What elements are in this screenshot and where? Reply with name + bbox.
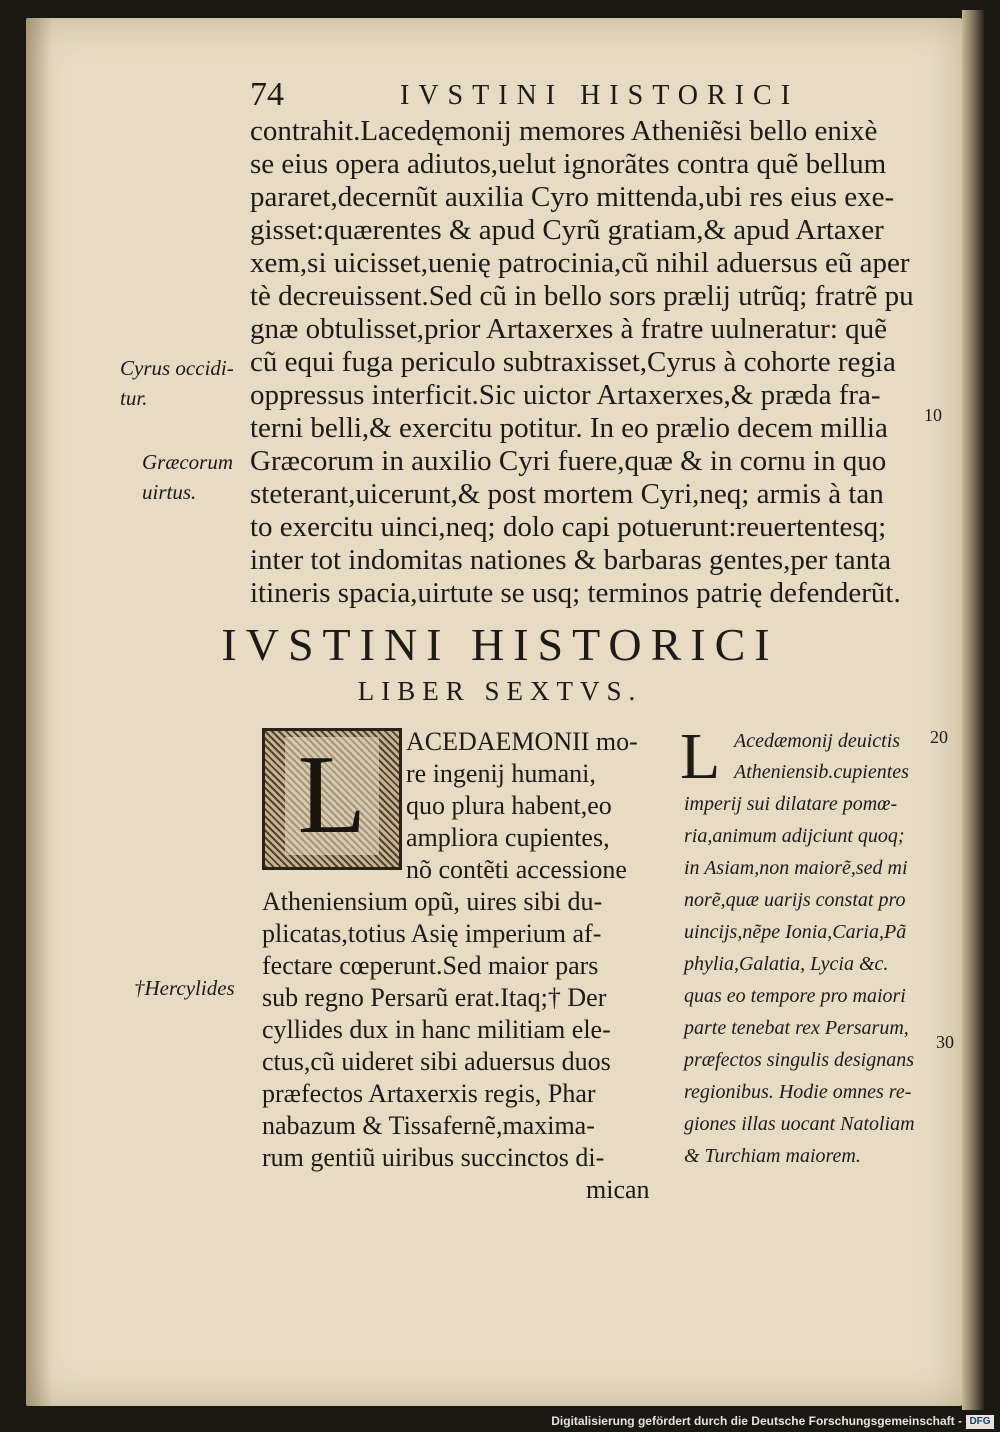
side-note: Græcorum xyxy=(142,450,234,474)
commentary-line: in Asiam,non maiorẽ,sed mi xyxy=(684,857,908,879)
dfg-logo: DFG xyxy=(966,1415,994,1429)
main-column-line: nõ contẽti accessione xyxy=(406,855,627,884)
main-column-line: ctus,cũ uideret sibi aduersus duos xyxy=(262,1047,611,1076)
main-column-line: fectare cœperunt.Sed maior pars xyxy=(262,951,599,980)
main-column-line: sub regno Persarũ erat.Itaq;† Der xyxy=(262,983,607,1012)
body-line: inter tot indomitas nationes & barbaras gentes,per tanta xyxy=(250,544,892,576)
body-line: Græcorum in auxilio Cyri fuere,quæ & in cornu in quo xyxy=(250,445,887,477)
main-column-line: mican xyxy=(586,1175,650,1204)
commentary-initial: L xyxy=(680,720,721,793)
chapter-subtitle: LIBER SEXTVS. xyxy=(357,676,643,706)
side-note: tur. xyxy=(120,386,148,410)
digitization-credit: Digitalisierung gefördert durch die Deutsche Forschungsgemeinschaft - xyxy=(551,1414,962,1428)
initial-letter: L xyxy=(285,737,379,855)
body-line: xem,si uicisset,uenię patrocinia,cũ nihil aduersus eũ aper xyxy=(250,247,910,279)
line-number: 20 xyxy=(930,727,948,747)
page-edge xyxy=(962,10,984,1410)
commentary-line: ria,animum adijciunt quoq; xyxy=(684,825,905,847)
commentary-line: norẽ,quæ uarijs constat pro xyxy=(684,889,906,911)
main-column-line: cyllides dux in hanc militiam ele- xyxy=(262,1015,611,1044)
body-line: to exercitu uinci,neq; dolo capi potuerunt:reuertentesq; xyxy=(250,511,887,543)
main-column-line: nabazum & Tissafernẽ,maxima- xyxy=(262,1111,595,1140)
line-number: 30 xyxy=(936,1032,954,1052)
decorated-initial xyxy=(262,728,402,870)
main-column-line: Atheniensium opũ, uires sibi du- xyxy=(262,887,603,916)
commentary-line: uincijs,nẽpe Ionia,Caria,Pã xyxy=(684,921,907,943)
commentary-line: phylia,Galatia, Lycia &c. xyxy=(684,953,889,975)
main-column-line: ACEDAEMONII mo- xyxy=(406,727,638,756)
commentary-line: imperij sui dilatare pomœ- xyxy=(684,793,898,815)
page-number: 74 xyxy=(250,76,284,113)
body-line: gisset:quærentes & apud Cyrũ gratiam,& apud Artaxer xyxy=(250,214,884,246)
commentary-line: quas eo tempore pro maiori xyxy=(684,985,906,1007)
commentary-line: regionibus. Hodie omnes re- xyxy=(684,1081,912,1103)
commentary-line: & Turchiam maiorem. xyxy=(684,1145,861,1167)
main-column-line: quo plura habent,eo xyxy=(406,791,612,820)
main-column-line: plicatas,totius Asię imperium af- xyxy=(262,919,602,948)
body-line: pararet,decernũt auxilia Cyro mittenda,ubi res eius exe- xyxy=(250,181,895,213)
running-title: IVSTINI HISTORICI xyxy=(400,80,800,111)
main-column-line: ampliora cupientes, xyxy=(406,823,610,852)
commentary-line: Acedæmonij deuictis xyxy=(734,730,901,752)
commentary-line: parte tenebat rex Persarum, xyxy=(684,1017,909,1039)
body-line: contrahit.Lacedęmonij memores Atheniẽsi bello enixè xyxy=(250,115,878,147)
main-column-line: re ingenij humani, xyxy=(406,759,596,788)
main-column-line: præfectos Artaxerxis regis, Phar xyxy=(262,1079,596,1108)
side-note: †Hercylides xyxy=(134,976,235,1000)
side-note: uirtus. xyxy=(142,480,197,504)
body-line: se eius opera adiutos,uelut ignorãtes contra quẽ bellum xyxy=(250,148,887,180)
body-line: terni belli,& exercitu potitur. In eo prælio decem millia xyxy=(250,412,888,444)
main-column-line: rum gentiũ uiribus succinctos di- xyxy=(262,1143,605,1172)
commentary-line: præfectos singulis designans xyxy=(684,1049,915,1071)
chapter-title: IVSTINI HISTORICI xyxy=(221,619,779,670)
body-line: gnæ obtulisset,prior Artaxerxes à fratre uulneratur: quẽ xyxy=(250,313,887,345)
body-line: tè decreuissent.Sed cũ in bello sors prælij utrũq; fratrẽ pu xyxy=(250,280,914,312)
body-line: steterant,uicerunt,& post mortem Cyri,neq; armis à tan xyxy=(250,478,884,510)
side-note: Cyrus occidi- xyxy=(120,356,234,380)
body-line: itineris spacia,uirtute se usq; terminos patrię defenderũt. xyxy=(250,577,901,609)
body-line: oppressus interficit.Sic uictor Artaxerxes,& præda fra- xyxy=(250,379,881,411)
line-number: 10 xyxy=(924,405,942,425)
commentary-line: giones illas uocant Natoliam xyxy=(684,1113,915,1135)
commentary-line: Atheniensib.cupientes xyxy=(734,761,909,783)
body-line: cũ equi fuga periculo subtraxisset,Cyrus à cohorte regia xyxy=(250,346,896,378)
